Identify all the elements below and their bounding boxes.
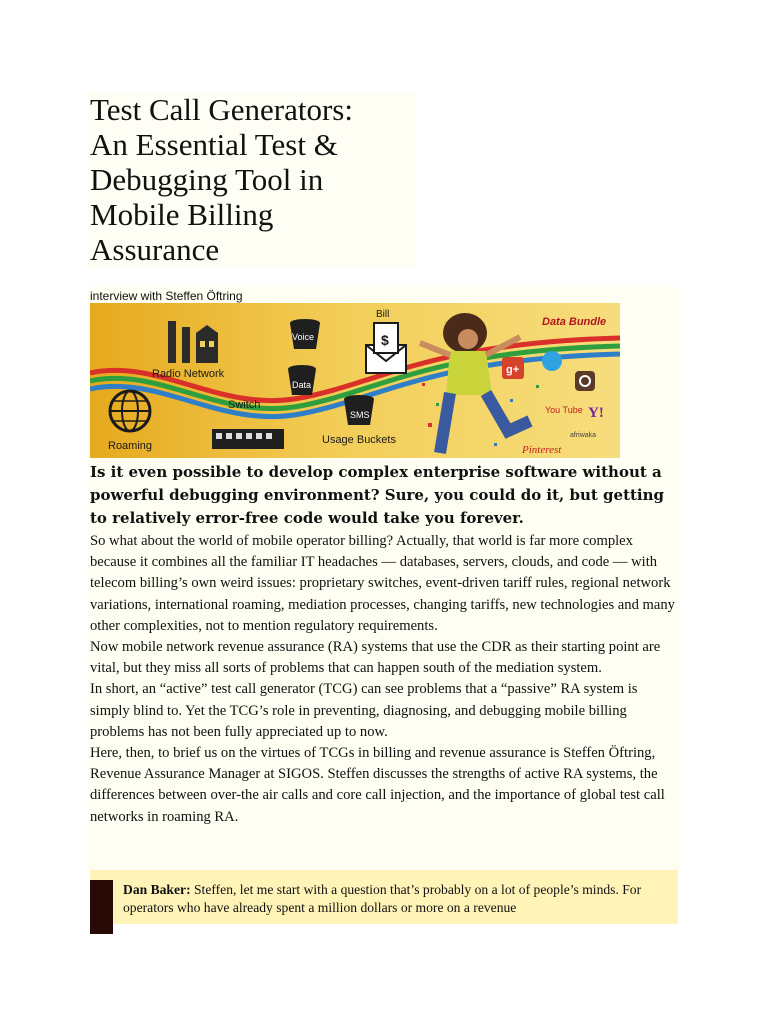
title-line: Assurance	[90, 232, 220, 267]
body-paragraph: Now mobile network revenue assurance (RA) systems that use the CDR as their starting point are vital, but they miss all sorts of problems that can happen south of the mediation system.	[90, 639, 661, 677]
label-yahoo: Y!	[588, 405, 604, 421]
title-line: Test Call Generators:	[90, 92, 353, 127]
title-line: Debugging Tool in	[90, 162, 324, 197]
qa-speaker: Dan Baker:	[123, 882, 191, 897]
qa-question: Steffen, let me start with a question that’s probably on a lot of people’s minds. For operators who have already spent a million dollars or more on a revenue	[123, 882, 642, 915]
label-pinterest: Pinterest	[522, 444, 562, 456]
label-sms: SMS	[350, 410, 370, 420]
qa-side-bar	[90, 880, 113, 934]
article-body	[90, 531, 680, 828]
label-bill: Bill	[376, 309, 390, 320]
lead-paragraph: Is it even possible to develop complex enterprise software without a powerful debugging environment? Sure, you could do it, but getting to relatively error-free code would take you forever.	[90, 463, 665, 527]
title-line: An Essential Test &	[90, 127, 338, 162]
body-paragraph: So what about the world of mobile operator billing? Actually, that world is far more complex because it combines all the familiar IT headaches — databases, servers, clouds, and code — with telecom billing’s own weird issues: proprietary switches, event-driven tariff rules, regional network variations, international roaming, mediation processes, changing tariffs, new technologies and many other complexities, not to mention regulatory requirements.	[90, 533, 675, 634]
label-switch: Switch	[228, 399, 261, 411]
banner-illustration	[90, 303, 620, 458]
bill-dollar-sign: $	[381, 332, 389, 348]
byline: interview with Steffen Öftring	[90, 289, 243, 303]
label-data: Data	[292, 380, 312, 390]
body-paragraph: Here, then, to brief us on the virtues of TCGs in billing and revenue assurance is Steffen Öftring, Revenue Assurance Manager at SIGOS. Steffen discusses the strengths of active RA systems, the differences between over-the air calls and core call injection, and the importance of global test call networks in roaming RA.	[90, 745, 665, 825]
label-usage-buckets: Usage Buckets	[322, 434, 396, 446]
label-youtube: You Tube	[545, 405, 583, 415]
instagram-icon	[575, 371, 595, 391]
title-line: Mobile Billing	[90, 197, 274, 232]
article-title	[88, 92, 416, 267]
switch-icon	[212, 429, 284, 449]
label-misc-logo: afriwaka	[570, 432, 597, 439]
interview-qa-box	[90, 870, 678, 924]
banner-image	[90, 303, 620, 458]
label-roaming: Roaming	[108, 440, 153, 452]
label-data-bundle: Data Bundle	[542, 316, 607, 328]
label-voice: Voice	[292, 332, 315, 342]
label-radio-network: Radio Network	[152, 368, 225, 380]
twitter-icon	[542, 351, 562, 371]
label-gplus: g+	[506, 364, 520, 376]
qa-text	[123, 881, 668, 917]
title-box	[88, 92, 416, 268]
body-paragraph: In short, an “active” test call generator (TCG) can see problems that a “passive” RA system is simply blind to. Yet the TCG’s role in preventing, diagnosing, and debugging mobile billing problems has not been fully appreciated up to now.	[90, 681, 638, 740]
